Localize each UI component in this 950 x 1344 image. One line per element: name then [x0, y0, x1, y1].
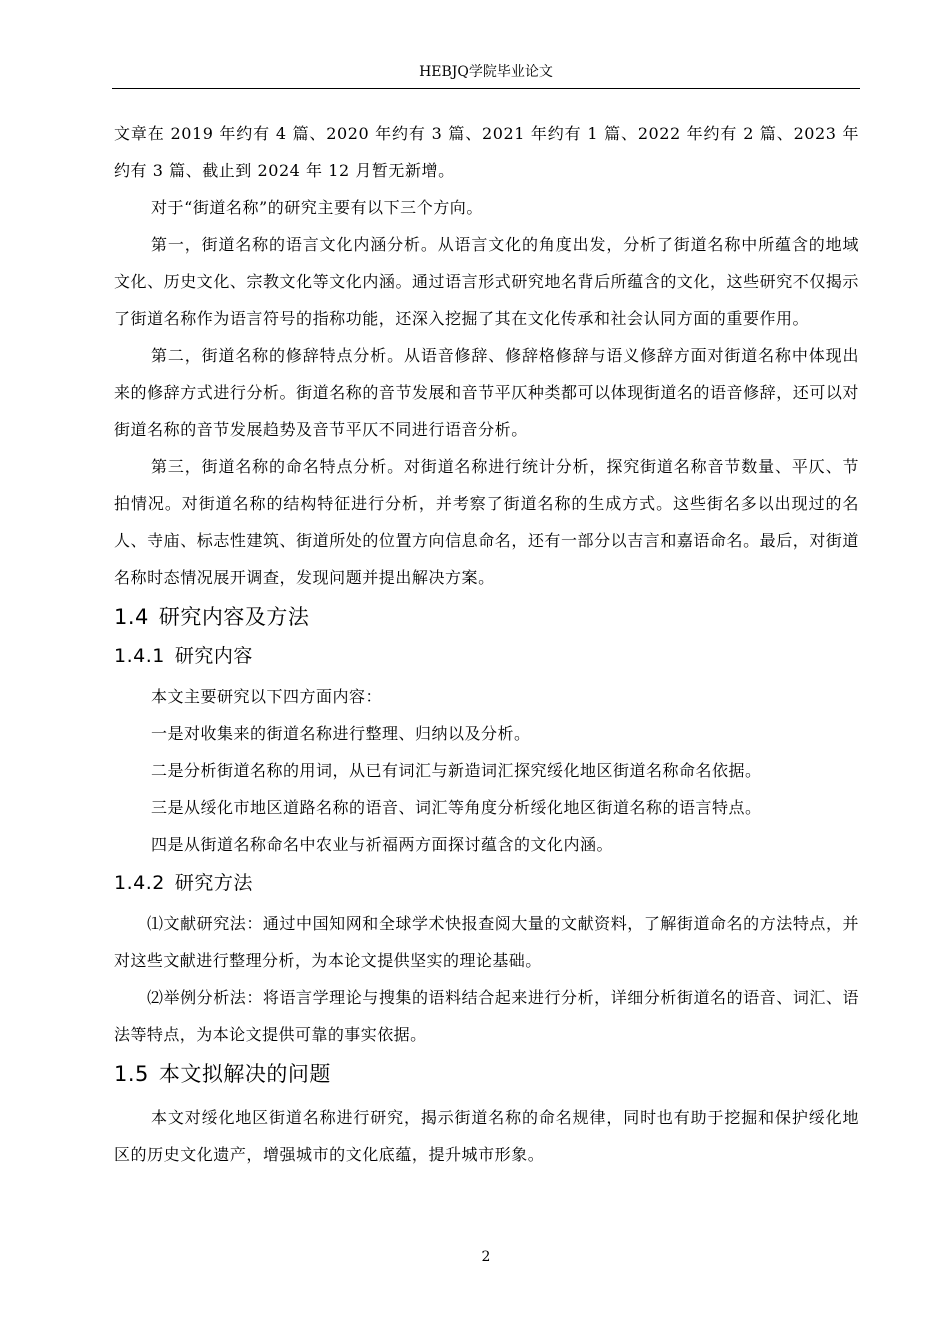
paragraph-publication-counts: 文章在 2019 年约有 4 篇、2020 年约有 3 篇、2021 年约有 1 篇、2022 年约有 2 篇、2023 年约有 3 篇、截止到 2024 年 12 月暂无新增。 [114, 124, 859, 180]
page-number: 2 [481, 1249, 491, 1265]
section-title: 本文拟解决的问题 [158, 1062, 331, 1086]
subsection-number: 1.4.2 [114, 872, 165, 894]
paragraph-direction-three: 第三，街道名称的命名特点分析。对街道名称进行统计分析，探究街道名称音节数量、平仄、节拍情况。对街道名称的结构特征进行分析，并考察了街道名称的生成方式。这些街名多以出现过的名人、寺庙、标志性建筑、街道所处的位置方向信息命名，还有一部分以吉言和嘉语命名。最后，对街道名称时态情况展开调查，发现问题并提出解决方案。 [114, 457, 859, 587]
paragraph-direction-two: 第二，街道名称的修辞特点分析。从语音修辞、修辞格修辞与语义修辞方面对街道名称中体现出来的修辞方式进行分析。街道名称的音节发展和音节平仄种类都可以体现街道名的语音修辞，还可以对街道名称的音节发展趋势及音节平仄不同进行语音分析。 [114, 346, 859, 439]
paragraph-research-directions: 对于“街道名称”的研究主要有以下三个方向。 [151, 198, 483, 217]
header-rule [112, 88, 860, 89]
section-number: 1.5 [114, 1062, 149, 1086]
research-method-example-analysis: ⑵举例分析法：将语言学理论与搜集的语料结合起来进行分析，详细分析街道名的语音、词汇、语法等特点，为本论文提供可靠的事实依据。 [114, 988, 859, 1044]
subsection-heading-1-4-1 [114, 642, 859, 670]
subsection-heading-1-4-2 [114, 869, 859, 897]
research-content-item: 四是从街道名称命名中农业与祈福两方面探讨蕴含的文化内涵。 [151, 835, 614, 854]
paragraph-problems-to-solve: 本文对绥化地区街道名称进行研究，揭示街道名称的命名规律，同时也有助于挖掘和保护绥化地区的历史文化遗产，增强城市的文化底蕴，提升城市形象。 [114, 1108, 859, 1164]
running-header: HEBJQ学院毕业论文 [419, 64, 553, 80]
page-content [114, 115, 859, 1173]
research-content-item: 一是对收集来的街道名称进行整理、归纳以及分析。 [151, 724, 531, 743]
section-heading-1-4 [114, 602, 859, 632]
subsection-title: 研究方法 [174, 872, 253, 894]
subsection-title: 研究内容 [174, 645, 253, 667]
research-content-item: 二是分析街道名称的用词，从已有词汇与新造词汇探究绥化地区街道名称命名依据。 [151, 761, 762, 780]
research-content-item: 三是从绥化市地区道路名称的语音、词汇等角度分析绥化地区街道名称的语言特点。 [151, 798, 762, 817]
section-heading-1-5 [114, 1059, 859, 1089]
paragraph-direction-one: 第一，街道名称的语言文化内涵分析。从语言文化的角度出发，分析了街道名称中所蕴含的地域文化、历史文化、宗教文化等文化内涵。通过语言形式研究地名背后所蕴含的文化，这些研究不仅揭示了街道名称作为语言符号的指称功能，还深入挖掘了其在文化传承和社会认同方面的重要作用。 [114, 235, 859, 328]
research-content-intro: 本文主要研究以下四方面内容： [151, 687, 383, 706]
research-method-literature: ⑴文献研究法：通过中国知网和全球学术快报查阅大量的文献资料，了解街道命名的方法特点，并对这些文献进行整理分析，为本论文提供坚实的理论基础。 [114, 914, 859, 970]
subsection-number: 1.4.1 [114, 645, 165, 667]
section-number: 1.4 [114, 605, 149, 629]
section-title: 研究内容及方法 [158, 605, 310, 629]
